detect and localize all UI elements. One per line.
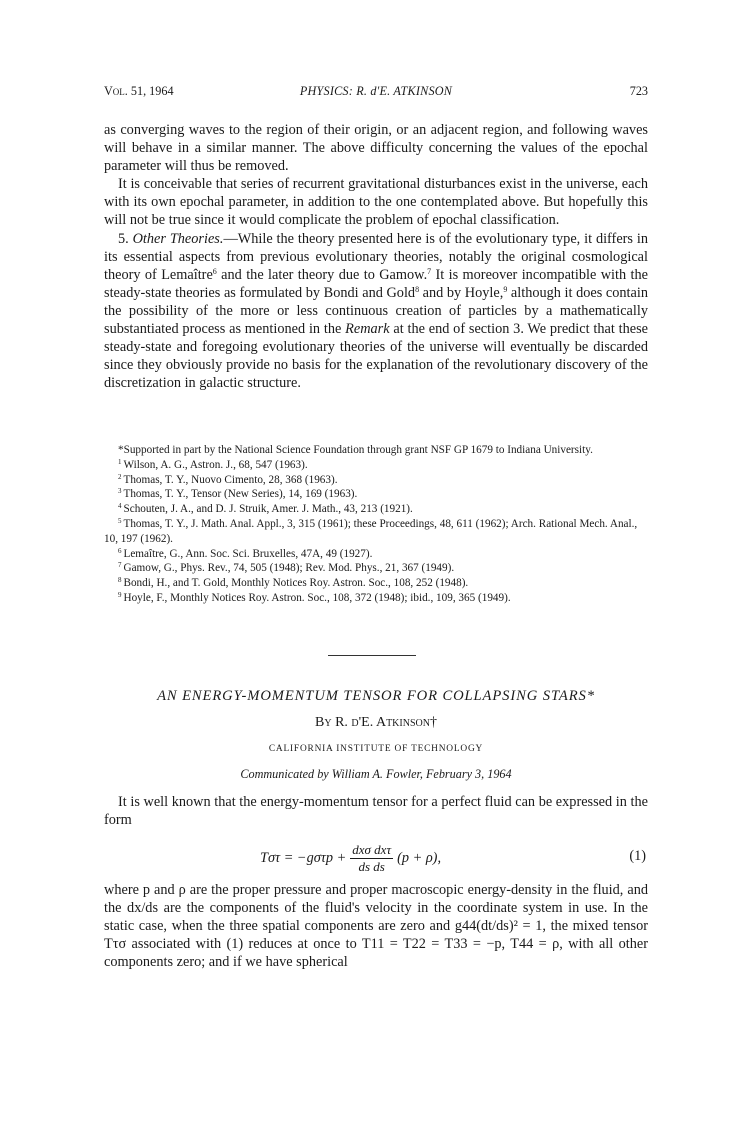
paragraph-other-theories: 5. Other Theories.—While the theory presented here is of the evolutionary type, it differs in its essential aspects from previous evolutionary theories, notably the original cosmological theory of Lemaître$^6$ and the later theory due to Gamow.$^7$ It is moreover incompatible with the steady-state theories as formulated by Bondi and Gold$^8$ and by Hoyle,$^9$ although it does contain the possibility of the more or less continuous creation of particles by a mathematically substantiated process as mentioned in the Remark at the end of section 3. We predict that these steady-state and foregoing evolutionary theories of the universe will eventually be discarded since they obviously provide no basis for the explanation of the revolutionary discovery of the discretization in galactic structure. <box>104 230 648 392</box>
equation-number: (1) <box>629 848 646 864</box>
footnote: *Supported in part by the National Science Foundation through grant NSF GP 1679 to Indiana University. <box>118 444 593 456</box>
equation-body <box>260 842 441 875</box>
remark-term: Remark <box>345 321 390 338</box>
page-number: 723 <box>629 84 648 98</box>
footnote: $^8$ Bondi, H., and T. Gold, Monthly Notices Roy. Astron. Soc., 108, 252 (1948). <box>118 576 469 590</box>
footnote: $^5$ Thomas, T. Y., J. Math. Anal. Appl., 3, 315 (1961); these Proceedings, 48, 611 (1962); Arch. Rational Mech. Anal., 10, 197 (1962). <box>104 516 638 545</box>
footnote: $^9$ Hoyle, F., Monthly Notices Roy. Astron. Soc., 108, 372 (1948); ibid., 109, 365 (1949). <box>118 590 511 604</box>
footnote: $^3$ Thomas, T. Y., Tensor (New Series), 14, 169 (1963). <box>118 487 358 501</box>
equation-rhs: (p + ρ), <box>397 850 442 866</box>
article-body <box>104 881 648 971</box>
paragraph: as converging waves to the region of their origin, or an adjacent region, and following waves will behave in a similar manner. The above difficulty concerning the values of the epochal parameter will thus be removed. <box>104 122 648 175</box>
footnote: $^2$ Thomas, T. Y., Nuovo Cimento, 28, 368 (1963). <box>118 472 338 486</box>
fraction-numerator: dxσ dxτ <box>352 842 392 857</box>
equation-fraction <box>350 842 393 875</box>
running-title: PHYSICS: R. d'E. ATKINSON <box>299 84 453 98</box>
footnotes <box>104 443 648 606</box>
communicated-line: Communicated by William A. Fowler, February 3, 1964 <box>240 767 512 781</box>
volume-info: Vol. 51, 1964 <box>104 84 174 98</box>
equation-1 <box>104 838 648 880</box>
article-title: AN ENERGY-MOMENTUM TENSOR FOR COLLAPSING STARS* <box>157 688 595 704</box>
author-line: By R. d'E. Atkinson† <box>315 715 437 730</box>
ref-mark: 8 <box>415 284 420 294</box>
fraction-denominator: ds ds <box>358 859 385 874</box>
ref-mark: 7 <box>427 266 432 276</box>
previous-article-body <box>104 121 648 392</box>
footnote: $^7$ Gamow, G., Phys. Rev., 74, 505 (1948); Rev. Mod. Phys., 21, 367 (1949). <box>118 561 455 575</box>
footnote: $^4$ Schouten, J. A., and D. J. Struik, Amer. J. Math., 43, 213 (1921). <box>118 502 413 516</box>
article-divider <box>328 655 416 656</box>
institution: CALIFORNIA INSTITUTE OF TECHNOLOGY <box>268 744 484 754</box>
paragraph: where p and ρ are the proper pressure and proper macroscopic energy-density in the fluid, and the dx/ds are the components of the fluid's velocity in the coordinate system in use. In the static case, when the three spatial components are zero and g44(dt/ds)² = 1, the mixed tensor Tτσ associated with (1) reduces at once to T11 = T22 = T33 = −p, T44 = ρ, with all other components zero; and if we have spherical <box>104 882 648 971</box>
paragraph: It is well known that the energy-momentum tensor for a perfect fluid can be expressed in the form <box>104 794 648 829</box>
ref-mark: 6 <box>212 266 217 276</box>
footnote: $^1$ Wilson, A. G., Astron. J., 68, 547 (1963). <box>118 457 308 471</box>
paragraph: It is conceivable that series of recurrent gravitational disturbances exist in the universe, each with its own epochal parameter, in addition to the one contemplated above. But hopefully this will not be true since it would complicate the problem of epochal classification. <box>104 176 648 229</box>
running-head <box>104 84 648 100</box>
ref-mark: 9 <box>503 284 508 294</box>
equation-lhs: Tστ = −gστp + <box>260 850 347 866</box>
article-intro <box>104 793 648 829</box>
section-number: 5. <box>118 230 129 247</box>
footnote: $^6$ Lemaître, G., Ann. Soc. Sci. Bruxelles, 47A, 49 (1927). <box>118 546 373 560</box>
section-heading: Other Theories. <box>132 230 224 247</box>
